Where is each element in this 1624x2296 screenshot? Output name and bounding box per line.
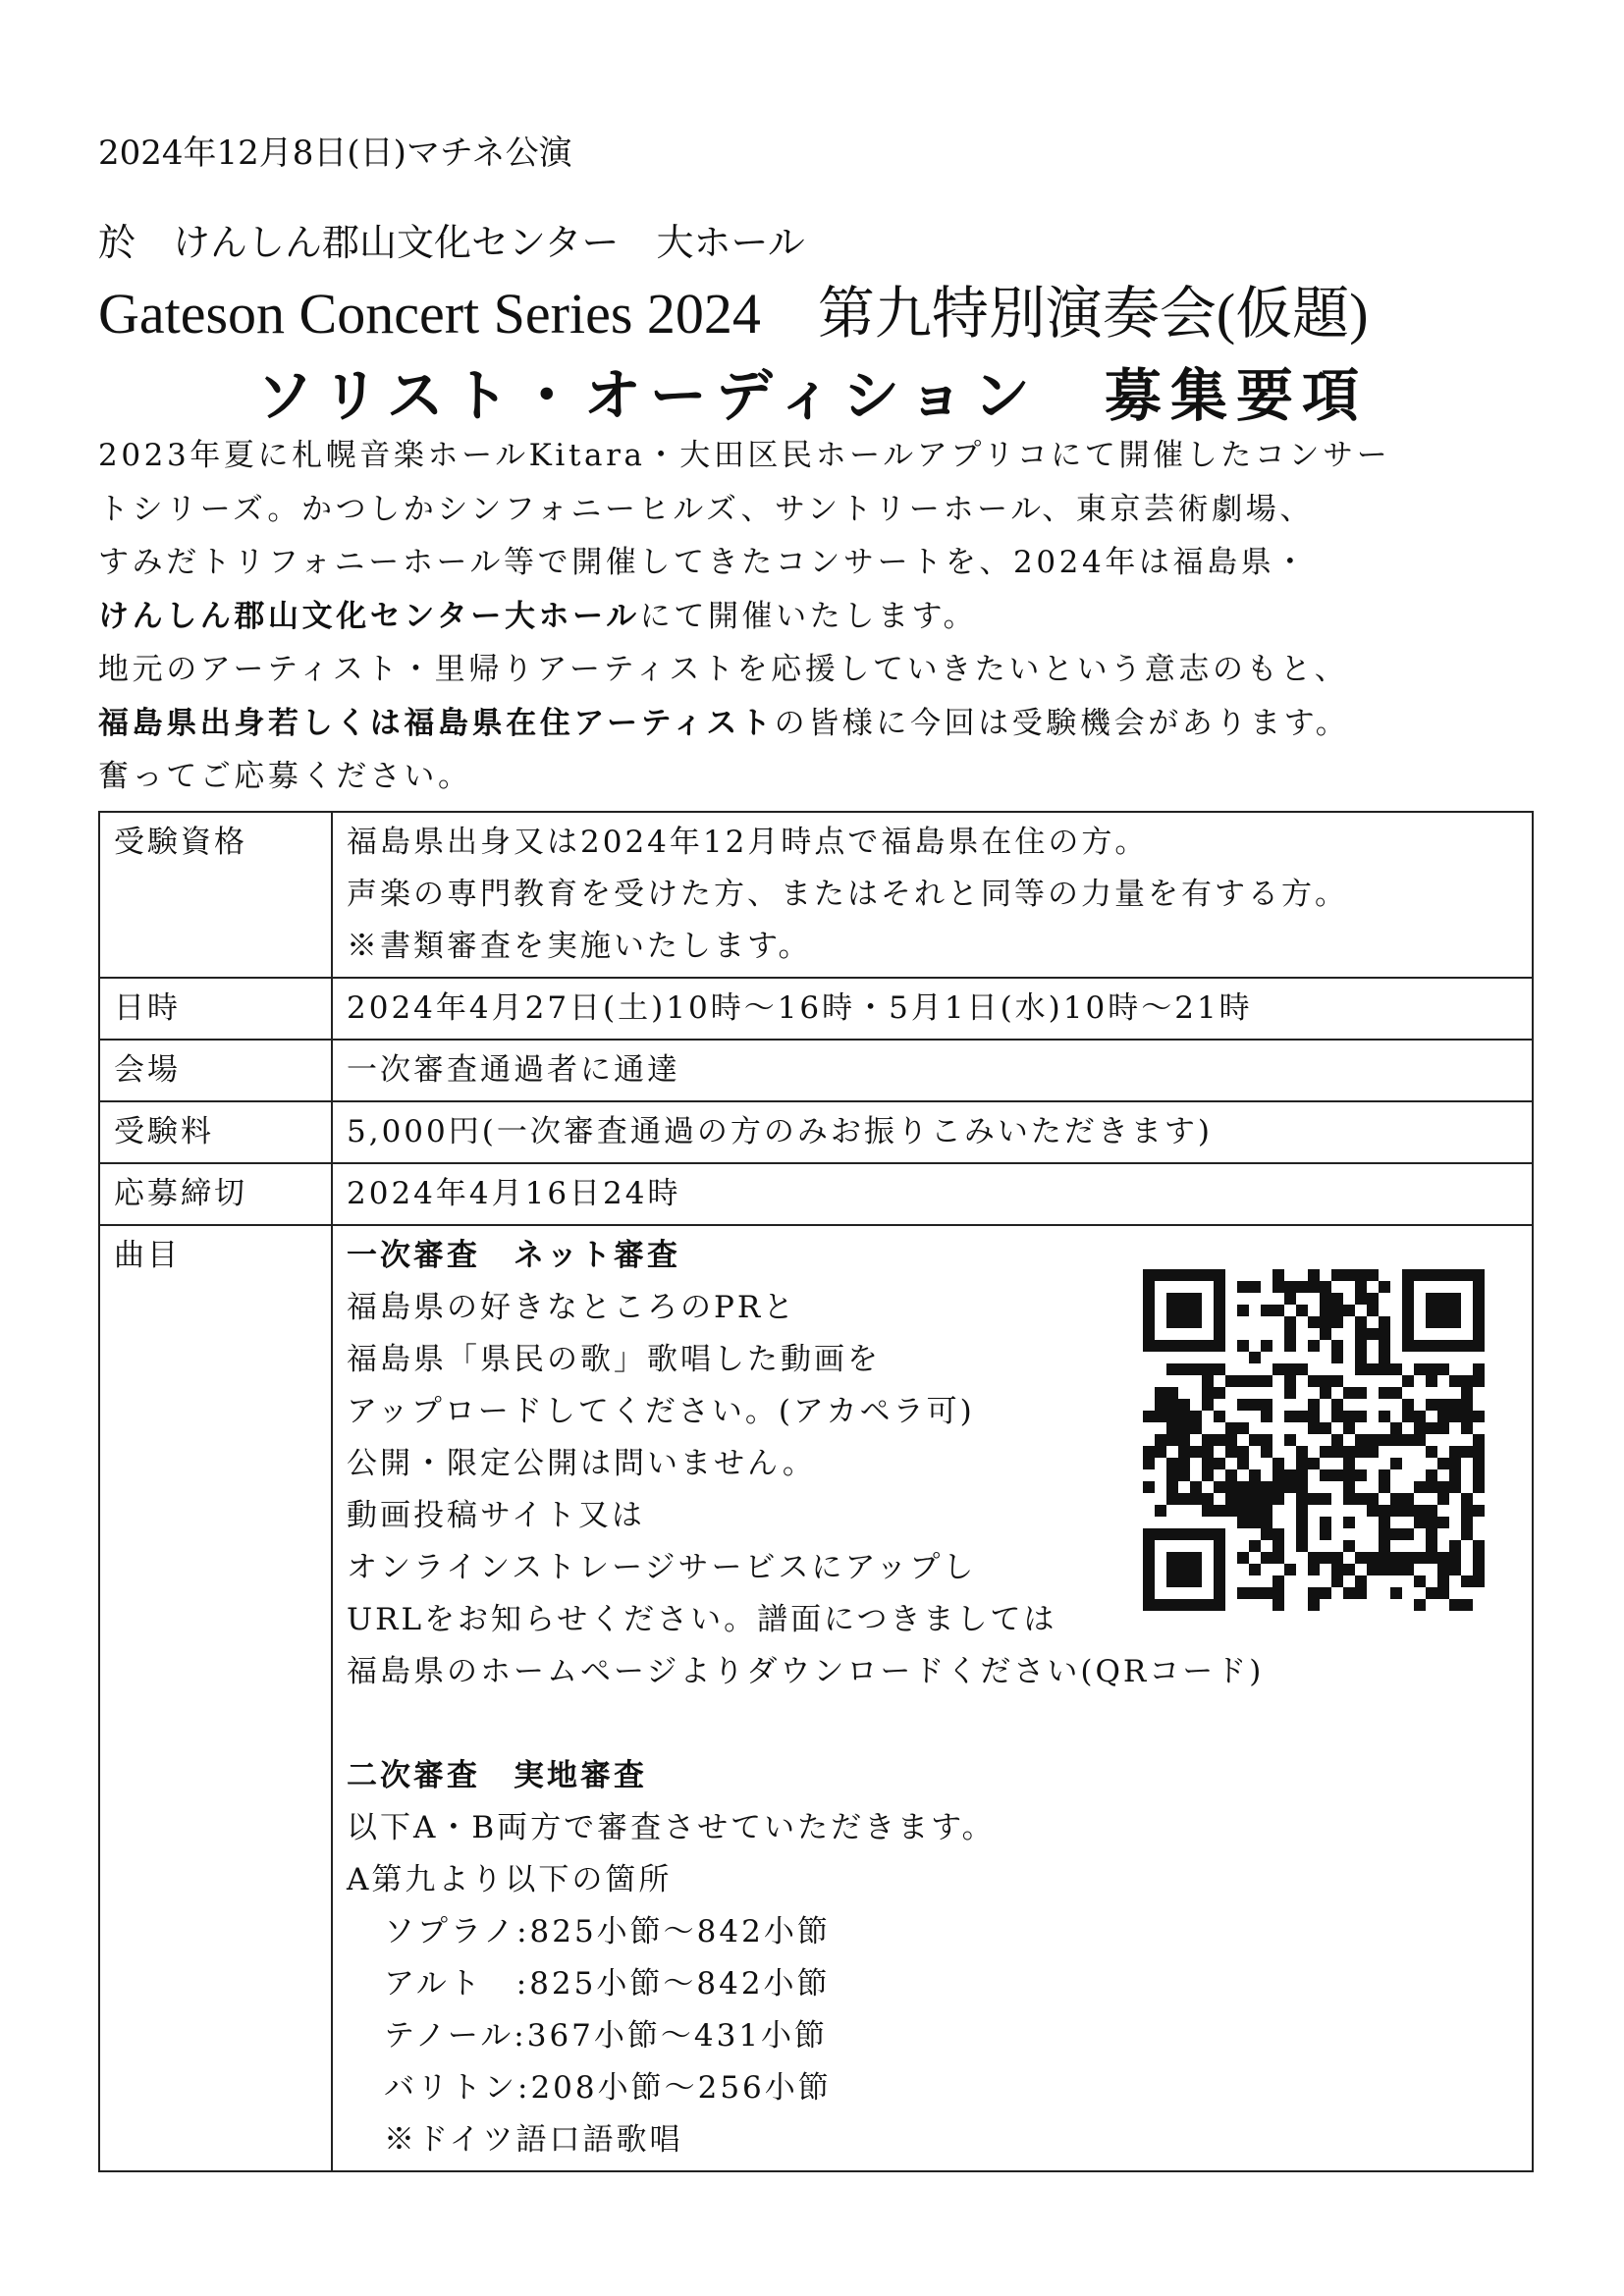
intro-line: トシリーズ。かつしかシンフォニーヒルズ、サントリーホール、東京芸術劇場、 — [98, 491, 1315, 527]
first-round-line: 福島県の好きなところのPRと — [347, 1290, 797, 1325]
first-round-line: 公開・限定公開は問いません。 — [347, 1446, 816, 1481]
table-row-datetime — [99, 978, 1533, 1040]
datetime-text: 2024年4月27日(土)10時～16時・5月1日(水)10時～21時 — [347, 990, 1253, 1026]
venue-value — [332, 1040, 1533, 1101]
deadline-value — [332, 1163, 1533, 1225]
first-round-line: 福島県「県民の歌」歌唱した動画を — [347, 1342, 881, 1377]
first-round-line: アップロードしてください。(アカペラ可) — [347, 1394, 975, 1429]
table-row-eligibility — [99, 812, 1533, 978]
second-round-line: 以下A・B両方で審査させていただきます。 — [347, 1810, 996, 1845]
first-round-line: URLをお知らせください。譜面につきましては — [347, 1602, 1057, 1637]
voice-part-line: バリトン:208小節～256小節 — [384, 2070, 832, 2106]
spacer — [347, 1698, 1518, 1750]
table-row-deadline — [99, 1163, 1533, 1225]
requirements-table — [98, 811, 1534, 2172]
intro-paragraph — [98, 429, 1532, 804]
eligibility-line: ※書類審査を実施いたします。 — [347, 929, 812, 964]
venue-line: 於 けんしん郡山文化センター 大ホール — [98, 221, 805, 264]
table-row-venue — [99, 1040, 1533, 1101]
venue-text: 一次審査通過者に通達 — [347, 1052, 680, 1088]
intro-venue-emphasis: けんしん郡山文化センター大ホール — [98, 598, 640, 634]
intro-line: すみだトリフォニーホール等で開催してきたコンサートを、2024年は福島県・ — [98, 545, 1309, 580]
second-round-line: A第九より以下の箇所 — [347, 1862, 673, 1897]
first-round-line: オンラインストレージサービスにアップし — [347, 1550, 977, 1585]
intro-text: の皆様に今回は受験機会があります。 — [774, 705, 1350, 741]
voice-part-line: ソプラノ:825小節～842小節 — [384, 1914, 831, 1949]
audition-heading: ソリスト・オーディション 募集要項 — [255, 362, 1369, 429]
intro-text: にて開催いたします。 — [639, 598, 978, 634]
pieces-cell — [332, 1225, 1533, 2171]
eligibility-line: 福島県出身又は2024年12月時点で福島県在住の方。 — [347, 825, 1149, 860]
first-round-line: 動画投稿サイト又は — [347, 1498, 645, 1533]
datetime-value — [332, 978, 1533, 1040]
first-round-line: 福島県のホームページよりダウンロードください(QRコード) — [347, 1654, 1265, 1689]
row-label: 受験資格 — [99, 812, 332, 978]
performance-date-line: 2024年12月8日(日)マチネ公演 — [98, 133, 572, 173]
row-label: 受験料 — [99, 1101, 332, 1163]
row-label: 日時 — [99, 978, 332, 1040]
table-row-fee — [99, 1101, 1533, 1163]
second-round-title: 二次審査 実地審査 — [347, 1758, 647, 1793]
row-label: 応募締切 — [99, 1163, 332, 1225]
fee-value — [332, 1101, 1533, 1163]
fee-text: 5,000円(一次審査通過の方のみお振りこみいただきます) — [347, 1114, 1213, 1149]
intro-line — [98, 590, 1532, 644]
german-note: ※ドイツ語口語歌唱 — [384, 2122, 683, 2158]
intro-artist-emphasis: 福島県出身若しくは福島県在住アーティスト — [98, 705, 775, 741]
first-round-title: 一次審査 ネット審査 — [347, 1238, 680, 1273]
voice-part-line: アルト :825小節～842小節 — [384, 1966, 831, 2002]
voice-part-line: テノール:367小節～431小節 — [384, 2018, 829, 2054]
qr-code[interactable] — [1143, 1269, 1485, 1611]
intro-line: 地元のアーティスト・里帰りアーティストを応援していきたいという意志のもと、 — [98, 652, 1349, 687]
series-title: Gateson Concert Series 2024 第九特別演奏会(仮題) — [98, 282, 1369, 346]
row-label: 会場 — [99, 1040, 332, 1101]
table-row-pieces — [99, 1225, 1533, 2171]
eligibility-cell — [332, 812, 1533, 978]
intro-line: 2023年夏に札幌音楽ホールKitara・大田区民ホールアプリコにて開催したコンサー — [98, 438, 1391, 473]
intro-line — [98, 697, 1532, 751]
row-label: 曲目 — [99, 1225, 332, 2171]
intro-line: 奮ってご応募ください。 — [98, 759, 472, 794]
deadline-text: 2024年4月16日24時 — [347, 1176, 681, 1211]
eligibility-line: 声楽の専門教育を受けた方、またはそれと同等の力量を有する方。 — [347, 877, 1348, 912]
